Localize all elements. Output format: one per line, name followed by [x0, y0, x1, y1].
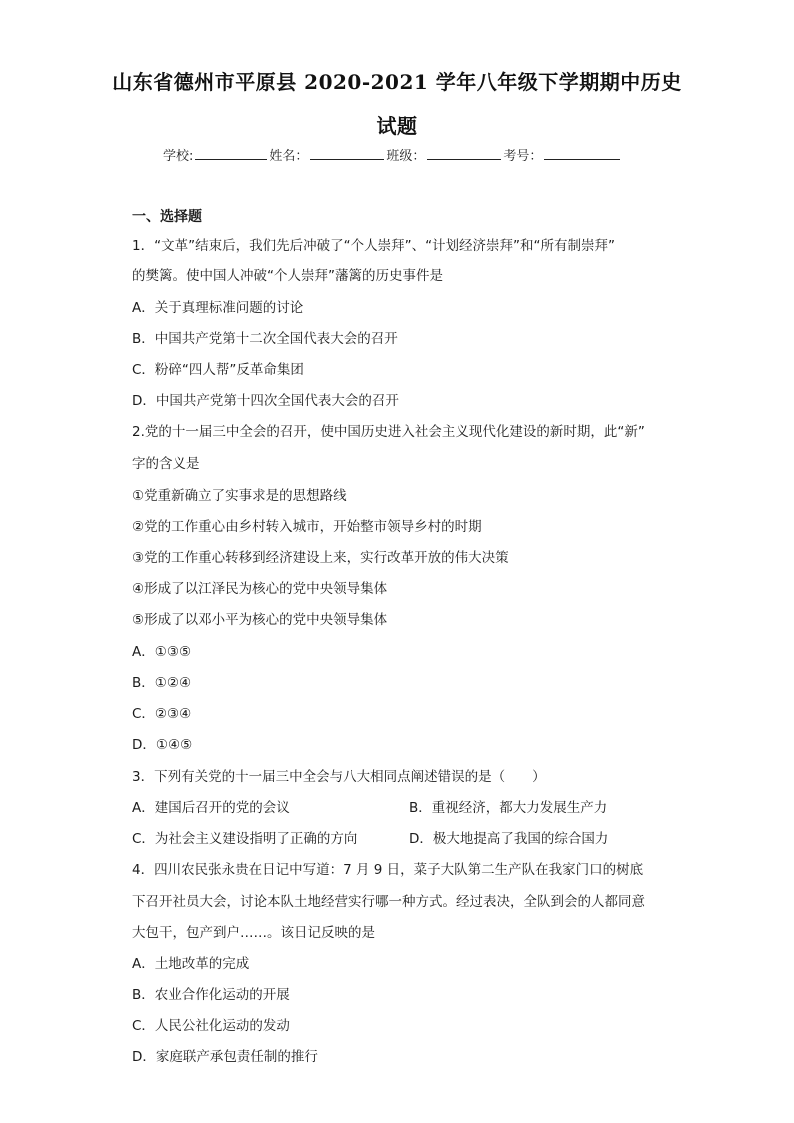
q2-item-3: ③党的工作重心转移到经济建设上来，实行改革开放的伟大决策	[132, 550, 509, 566]
q3-option-a: A．建国后召开的党的会议	[132, 800, 290, 816]
q2-stem-line2: 字的含义是	[132, 456, 200, 472]
q1-option-b: B．中国共产党第十二次全国代表大会的召开	[132, 331, 398, 347]
q2-option-b: B．①②④	[132, 675, 192, 691]
q2-stem-line1: 2.党的十一届三中全会的召开，使中国历史进入社会主义现代化建设的新时期，此“新”	[132, 424, 645, 440]
q2-item-4: ④形成了以江泽民为核心的党中央领导集体	[132, 581, 388, 597]
q1-option-d: D．中国共产党第十四次全国代表大会的召开	[132, 393, 399, 409]
q2-item-2: ②党的工作重心由乡村转入城市，开始整市领导乡村的时期	[132, 519, 482, 535]
school-label: 学校:	[163, 149, 194, 164]
school-blank	[195, 145, 267, 160]
q1-option-c: C．粉碎“四人帮”反革命集团	[132, 362, 304, 378]
q2-item-5: ⑤形成了以邓小平为核心的党中央领导集体	[132, 612, 388, 628]
q2-option-d: D．①④⑤	[132, 737, 193, 753]
student-info-row	[163, 145, 622, 164]
id-blank	[544, 145, 620, 160]
section-title: 一、选择题	[132, 209, 202, 225]
q3-option-b: B．重视经济，都大力发展生产力	[409, 800, 608, 816]
class-blank	[427, 145, 501, 160]
q4-option-a: A．土地改革的完成	[132, 956, 250, 972]
q2-item-1: ①党重新确立了实事求是的思想路线	[132, 488, 347, 504]
q3-option-d: D．极大地提高了我国的综合国力	[409, 831, 609, 847]
exam-title-line1: 山东省德州市平原县 2020-2021 学年八年级下学期期中历史	[112, 70, 682, 94]
q2-option-a: A．①③⑤	[132, 644, 192, 660]
id-label: 考号：	[503, 149, 543, 164]
name-label: 姓名：	[269, 149, 309, 164]
q1-stem-line2: 的樊篱。使中国人冲破“个人崇拜”藩篱的历史事件是	[132, 268, 443, 284]
q3-stem: 3．下列有关党的十一届三中全会与八大相同点阐述错误的是（ ）	[132, 769, 546, 785]
q4-option-d: D．家庭联产承包责任制的推行	[132, 1049, 318, 1065]
q3-option-c: C．为社会主义建设指明了正确的方向	[132, 831, 358, 847]
q4-option-c: C．人民公社化运动的发动	[132, 1018, 290, 1034]
q1-option-a: A．关于真理标准问题的讨论	[132, 300, 304, 316]
q1-stem-line1: 1．“文革”结束后，我们先后冲破了“个人崇拜”、“计划经济崇拜”和“所有制崇拜”	[132, 238, 616, 254]
q4-stem-line3: 大包干，包产到户……。该日记反映的是	[132, 925, 375, 941]
exam-title-line2: 试题	[376, 114, 418, 138]
q2-option-c: C．②③④	[132, 706, 192, 722]
q4-option-b: B．农业合作化运动的开展	[132, 987, 290, 1003]
q4-stem-line2: 下召开社员大会，讨论本队土地经营实行哪一种方式。经过表决，全队到会的人都同意	[132, 894, 645, 910]
name-blank	[310, 145, 384, 160]
q4-stem-line1: 4．四川农民张永贵在日记中写道：7 月 9 日，菜子大队第二生产队在我家门口的树底	[132, 862, 644, 878]
class-label: 班级：	[386, 149, 426, 164]
